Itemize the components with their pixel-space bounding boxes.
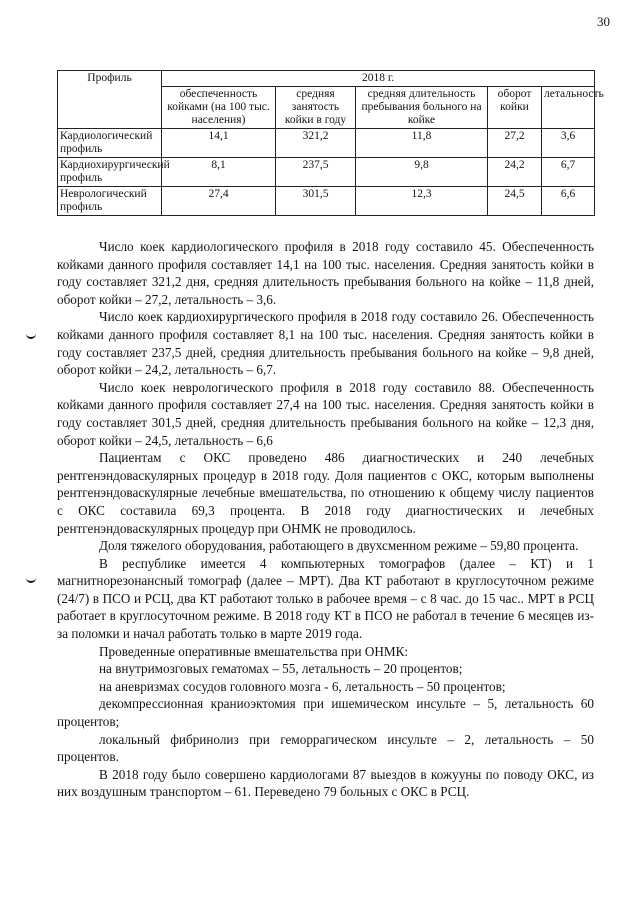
list-item: локальный фибринолиз при геморрагическом инсульте – 2, летальность – 50 процентов. bbox=[57, 731, 594, 765]
column-header: летальность bbox=[542, 87, 595, 129]
table-cell: 24,5 bbox=[488, 187, 542, 216]
table-cell: 24,2 bbox=[488, 158, 542, 187]
table-row bbox=[58, 158, 595, 187]
table-cell: 9,8 bbox=[356, 158, 488, 187]
paragraph-neurology: Число коек неврологического профиля в 2018 году составило 88. Обеспеченность койками данного профиля составляет 27,4 на 100 тыс. населения. Средняя занятость койки в году составляет 301,5 дней, средняя длительность пребывания больного на койке – 12,3 дня, оборот койки – 24,5, летальность – 6,6 bbox=[57, 379, 594, 448]
paragraph-onmk-operations: Проведенные оперативные вмешательства при ОНМК: bbox=[99, 643, 409, 659]
table-cell: 3,6 bbox=[542, 129, 595, 158]
table-row bbox=[58, 129, 595, 158]
year-header: 2018 г. bbox=[162, 71, 595, 87]
list-item: на аневризмах сосудов головного мозга - 6, летальность – 50 процентов; bbox=[99, 678, 506, 694]
body-text bbox=[57, 238, 594, 801]
row-profile: Неврологический профиль bbox=[58, 187, 162, 216]
table-header-row bbox=[58, 71, 595, 87]
table-cell: 11,8 bbox=[356, 129, 488, 158]
bed-statistics-table bbox=[57, 70, 604, 216]
list-item: на внутримозговых гематомах – 55, летальность – 20 процентов; bbox=[99, 661, 463, 677]
table-cell: 14,1 bbox=[162, 129, 276, 158]
table-row bbox=[58, 187, 595, 216]
table-cell: 27,4 bbox=[162, 187, 276, 216]
list-item: декомпрессионная краниоэктомия при ишемическом инсульте – 5, летальность 60 процентов; bbox=[57, 696, 594, 730]
paragraph-cardiology: Число коек кардиологического профиля в 2018 году составило 45. Обеспеченность койками данного профиля составляет 14,1 на 100 тыс. населения. Средняя занятость койки в году составляет 321,2 дня, средняя длительность пребывания больного на койке – 11,8 дней, оборот койки – 27,2, летальность – 3,6. bbox=[57, 239, 594, 307]
profile-header: Профиль bbox=[58, 71, 162, 129]
column-header: средняя занятость койки в году bbox=[276, 87, 356, 129]
column-header: оборот койки bbox=[488, 87, 542, 129]
table-cell: 12,3 bbox=[356, 187, 488, 216]
paragraph-tomographs: В республике имеется 4 компьютерных томографов (далее – КТ) и 1 магнитнорезонансный томограф (далее – МРТ). Два КТ работают в круглосуточном режиме (24/7) в ПСО и РСЦ, два КТ работают только в рабочее время – с 8 час. до 15 час.. МРТ в РСЦ работает в круглосуточном режиме. В 2018 году КТ в ПСО не работал в течение 6 месяцев из-за поломки и начал работать только в марте 2019 года. bbox=[57, 555, 594, 642]
column-header: обеспеченность койками (на 100 тыс. населения) bbox=[162, 87, 276, 129]
paragraph-cardiology-trips: В 2018 году было совершено кардиологами 87 выездов в кожууны по поводу ОКС, из них воздушным транспортом – 61. Переведено 79 больных с ОКС в РСЦ. bbox=[57, 766, 594, 800]
row-profile: Кардиологический профиль bbox=[58, 129, 162, 158]
paragraph-heavy-equipment: Доля тяжелого оборудования, работающего в двухсменном режиме – 59,80 процента. bbox=[99, 538, 579, 554]
table-cell: 6,6 bbox=[542, 187, 595, 216]
page-number: 30 bbox=[597, 14, 610, 29]
table-cell: 8,1 bbox=[162, 158, 276, 187]
paragraph-cardiosurgery: Число коек кардиохирургического профиля в 2018 году составило 26. Обеспеченность койками данного профиля составляет 8,1 на 100 тыс. населения. Средняя занятость койки в году составляет 237,5 дней, средняя длительность пребывания больного на койке – 9,8 дней, оборот койки – 24,2, летальность – 6,7. bbox=[57, 309, 594, 378]
row-profile: Кардиохирургический профиль bbox=[58, 158, 162, 187]
table-cell: 6,7 bbox=[542, 158, 595, 187]
paragraph-oks-procedures: Пациентам с ОКС проведено 486 диагностических и 240 лечебных рентгенэндоваскулярных процедур в 2018 году. Доля пациентов с ОКС, которым выполнены рентгенэндоваскулярные лечебные вмешательства, по отношению к общему числу пациентов с ОКС составила 69,3 процента. В 2018 году диагностических и лечебных рентгенэндоваскулярных процедур при ОНМК не проводилось. bbox=[57, 450, 594, 536]
table-cell: 237,5 bbox=[276, 158, 356, 187]
table-cell: 301,5 bbox=[276, 187, 356, 216]
table-cell: 27,2 bbox=[488, 129, 542, 158]
margin-mark bbox=[26, 331, 36, 339]
column-header: средняя длительность пребывания больного на койке bbox=[356, 87, 488, 129]
table-cell: 321,2 bbox=[276, 129, 356, 158]
margin-mark bbox=[26, 575, 36, 583]
